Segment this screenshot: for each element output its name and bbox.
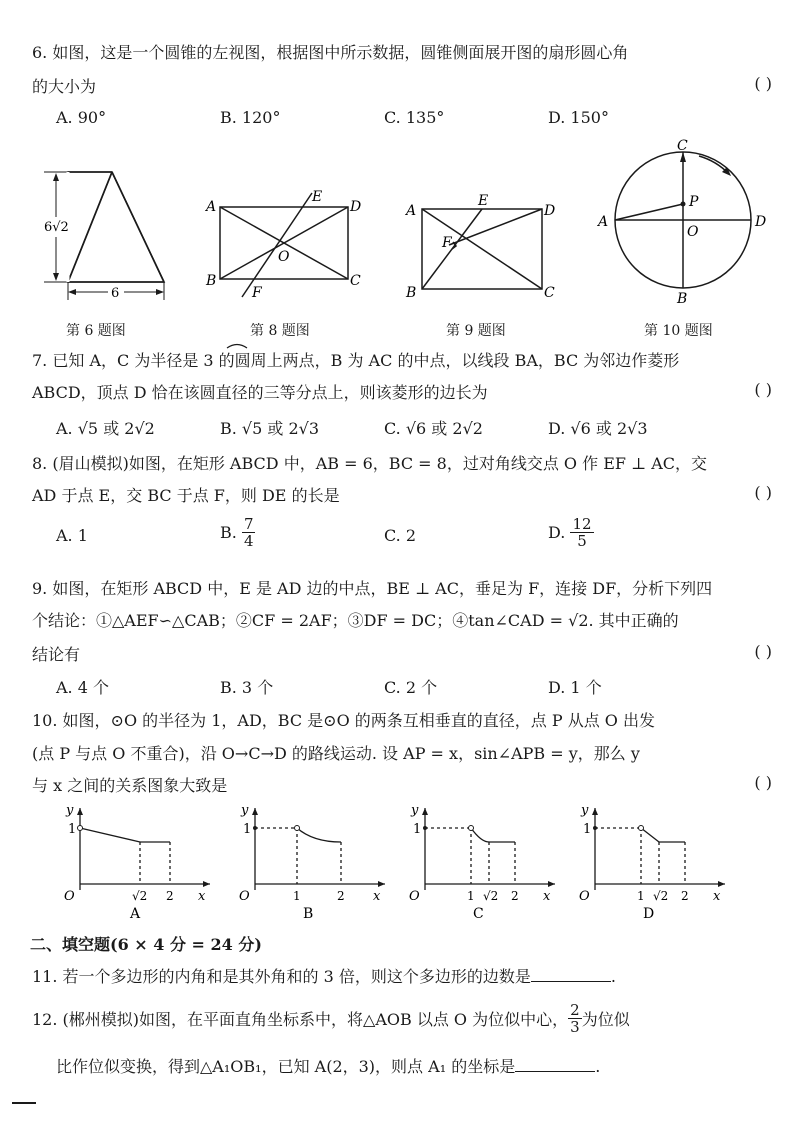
figure-8-rectangle [200, 185, 370, 305]
fig10-label-p: P [689, 194, 699, 210]
graph-b-tick-2: 2 [337, 889, 345, 903]
section-2-title: 二、填空题(6 × 4 分 = 24 分) [30, 935, 262, 954]
q8-option-b-prefix: B. [220, 523, 237, 542]
q11-answer-blank[interactable] [531, 981, 611, 982]
q8-option-d [548, 516, 594, 549]
fig6-base-label: 6 [111, 286, 120, 301]
caption-fig9: 第 9 题图 [446, 323, 506, 339]
q8-answer-paren: ( ) [754, 483, 772, 502]
q10-answer-paren: ( ) [754, 773, 772, 792]
q7-answer-paren: ( ) [754, 380, 772, 399]
q8-option-d-fraction [570, 516, 593, 549]
q9-stem-line1: 9. 如图，在矩形 ABCD 中，E 是 AD 边的中点，BE ⊥ AC，垂足为 F，连接 DF，分析下列四 [32, 579, 713, 598]
graph-c-tick-3: 2 [511, 889, 519, 903]
q8-option-d-den: 5 [577, 532, 587, 550]
graph-a-label: A [130, 906, 141, 922]
q12-fraction [568, 1002, 582, 1035]
graph-d-tick-2: √2 [653, 889, 669, 903]
graph-d-origin: O [579, 889, 590, 904]
fig10-label-c: C [677, 138, 688, 154]
q12-frac-num: 2 [570, 1001, 580, 1019]
fig9-label-e: E [478, 193, 489, 209]
graph-b-y-axis: y [241, 803, 249, 818]
q8-stem-line1: 8. (眉山模拟)如图，在矩形 ABCD 中，AB = 6，BC = 8，过对角线交点 O 作 EF ⊥ AC，交 [32, 454, 707, 473]
graph-d-one: 1 [583, 822, 592, 837]
fig9-label-f: F [442, 235, 452, 251]
q7-option-a: A. √5 或 2√2 [56, 419, 155, 438]
graph-b-x-axis: x [373, 889, 381, 904]
q6-stem-line2: 的大小为 [32, 77, 97, 96]
q10-stem-line2: (点 P 与点 O 不重合)，沿 O→C→D 的路线运动. 设 AP = x，sin∠APB = y，那么 y [32, 744, 640, 763]
q6-option-d: D. 150° [548, 108, 609, 127]
q8-option-d-num: 12 [572, 515, 592, 533]
fig10-label-b: B [677, 291, 688, 307]
fig8-label-d: D [350, 199, 362, 215]
graph-c-origin: O [409, 889, 420, 904]
fig10-label-a: A [598, 214, 609, 230]
figure-10-circle [595, 140, 775, 305]
q8-option-d-prefix: D. [548, 523, 566, 542]
q12-text-a: 12. (郴州模拟)如图，在平面直角坐标系中，将△AOB 以点 O 为位似中心， [32, 1010, 569, 1029]
graph-a-origin: O [64, 889, 75, 904]
fig9-label-c: C [544, 285, 555, 301]
q7-option-c: C. √6 或 2√2 [384, 419, 483, 438]
q9-option-d: D. 1 个 [548, 678, 602, 697]
q6-option-a: A. 90° [56, 108, 107, 127]
q10-graph-b [235, 800, 395, 922]
page-footer-dash [12, 1102, 36, 1104]
fig9-label-a: A [406, 203, 417, 219]
q12-text-b: 为位似 [581, 1010, 630, 1029]
fig8-label-b: B [206, 273, 217, 289]
figure-9-rectangle [400, 185, 570, 305]
caption-fig6: 第 6 题图 [66, 323, 126, 339]
q10-graph-a [60, 800, 220, 922]
graph-a-tick-1: √2 [132, 889, 148, 903]
fig8-label-o: O [278, 249, 290, 265]
q10-graph-c [405, 800, 565, 922]
fig10-label-o: O [687, 224, 699, 240]
figure-6-cone-view [40, 165, 180, 305]
q7-arc-mark [225, 341, 249, 349]
graph-c-tick-2: √2 [483, 889, 499, 903]
q7-option-b: B. √5 或 2√3 [220, 419, 320, 438]
q10-graph-d [575, 800, 735, 922]
graph-c-one: 1 [413, 822, 422, 837]
q8-option-c: C. 2 [384, 526, 417, 545]
q6-stem-line1: 6. 如图，这是一个圆锥的左视图，根据图中所示数据，圆锥侧面展开图的扇形圆心角 [32, 43, 629, 62]
q9-option-c: C. 2 个 [384, 678, 438, 697]
q12-stem-line1 [32, 1002, 630, 1035]
graph-b-origin: O [239, 889, 250, 904]
graph-d-x-axis: x [713, 889, 721, 904]
graph-b-one: 1 [243, 822, 252, 837]
caption-fig8: 第 8 题图 [250, 323, 310, 339]
fig8-label-e: E [312, 189, 323, 205]
q8-option-b-den: 4 [243, 532, 254, 550]
q7-stem-line1: 7. 已知 A，C 为半径是 3 的圆周上两点，B 为 AC 的中点，以线段 BA，BC 为邻边作菱形 [32, 351, 680, 370]
q8-option-b-num: 7 [243, 515, 254, 533]
fig8-label-a: A [206, 199, 217, 215]
graph-b-tick-1: 1 [293, 889, 301, 903]
graph-a-tick-2: 2 [166, 889, 174, 903]
graph-d-label: D [643, 906, 655, 922]
q9-stem-line2: 个结论：①△AEF∽△CAB；②CF = 2AF；③DF = DC；④tan∠CAD = √2. 其中正确的 [32, 611, 679, 630]
graph-c-tick-1: 1 [467, 889, 475, 903]
q6-answer-paren: ( ) [754, 74, 772, 93]
graph-d-tick-1: 1 [637, 889, 645, 903]
graph-c-label: C [473, 906, 484, 922]
q11-text: 11. 若一个多边形的内角和是其外角和的 3 倍，则这个多边形的边数是 [32, 967, 531, 986]
graph-a-x-axis: x [198, 889, 206, 904]
graph-c-y-axis: y [411, 803, 419, 818]
graph-d-tick-3: 2 [681, 889, 689, 903]
fig8-label-c: C [350, 273, 361, 289]
q10-stem-line3: 与 x 之间的关系图象大致是 [32, 776, 228, 795]
graph-a-y-axis: y [66, 803, 74, 818]
q9-answer-paren: ( ) [754, 642, 772, 661]
q11-end: . [610, 967, 616, 986]
q12-end: . [595, 1057, 601, 1076]
q8-option-b-fraction [242, 516, 256, 549]
graph-a-one: 1 [68, 822, 77, 837]
graph-c-x-axis: x [543, 889, 551, 904]
q8-option-b [220, 516, 255, 549]
q12-stem-line2 [56, 1054, 600, 1077]
graph-d-y-axis: y [581, 803, 589, 818]
fig8-label-f: F [252, 285, 262, 301]
q12-text-line2: 比作位似变换，得到△A₁OB₁，已知 A(2，3)，则点 A₁ 的坐标是 [56, 1057, 516, 1076]
q11-stem [32, 964, 616, 987]
q9-option-a: A. 4 个 [56, 678, 109, 697]
q8-option-a: A. 1 [56, 526, 88, 545]
q8-stem-line2: AD 于点 E，交 BC 于点 F，则 DE 的长是 [32, 486, 340, 505]
graph-b-label: B [303, 906, 314, 922]
q7-option-d: D. √6 或 2√3 [548, 419, 648, 438]
fig10-label-d: D [755, 214, 767, 230]
q9-stem-line3: 结论有 [32, 645, 81, 664]
q10-stem-line1: 10. 如图，⊙O 的半径为 1，AD，BC 是⊙O 的两条互相垂直的直径，点 P 从点 O 出发 [32, 711, 656, 730]
q12-frac-den: 3 [570, 1018, 580, 1036]
fig6-height-label: 6√2 [44, 220, 69, 235]
fig9-label-d: D [544, 203, 556, 219]
fig9-label-b: B [406, 285, 417, 301]
q12-answer-blank[interactable] [515, 1071, 595, 1072]
q9-option-b: B. 3 个 [220, 678, 274, 697]
caption-fig10: 第 10 题图 [644, 323, 713, 339]
q7-stem-line2: ABCD，顶点 D 恰在该圆直径的三等分点上，则该菱形的边长为 [32, 383, 488, 402]
q6-option-c: C. 135° [384, 108, 445, 127]
q6-option-b: B. 120° [220, 108, 281, 127]
